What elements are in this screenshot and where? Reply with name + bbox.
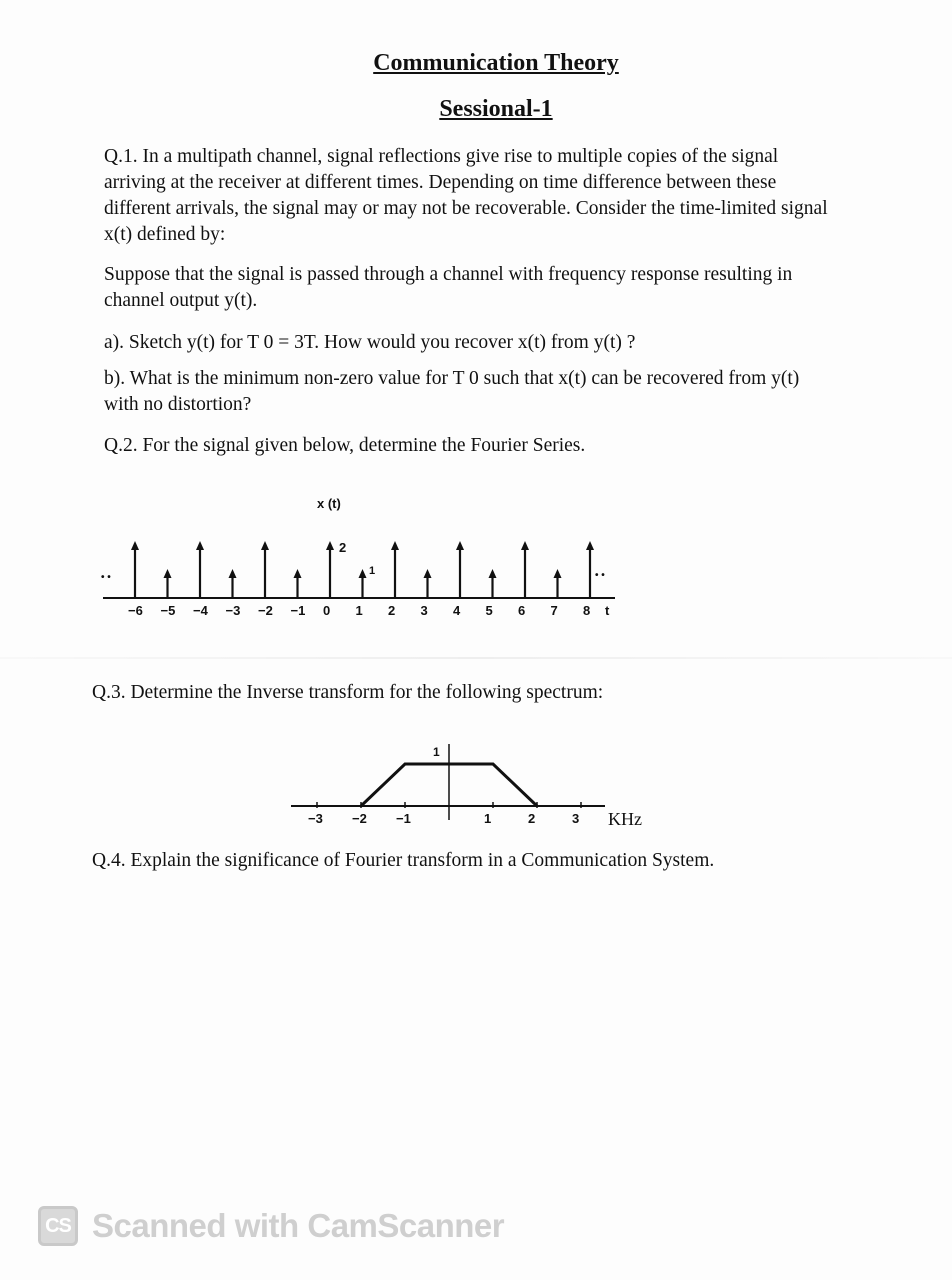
question-1-text: Q.1. In a multipath channel, signal reflections give rise to multiple copies of the signal arriving at the receiver at different times. Depending on time difference between these different arrivals, the signal may or may not be recoverable. Consider the time-limited signal x(t) defined by: [104, 146, 828, 245]
time-tick-label: 8 [583, 603, 591, 618]
impulse-arrowhead [131, 541, 139, 550]
camscanner-watermark [38, 1204, 504, 1248]
impulse-arrowhead [489, 569, 497, 578]
peak-label: 1 [433, 745, 440, 759]
page-title: Communication Theory [373, 50, 619, 76]
question-2-text: Q.2. For the signal given below, determine the Fourier Series. [104, 435, 586, 456]
impulse-arrowhead [456, 541, 464, 550]
impulse-arrowhead [391, 541, 399, 550]
question-1-part-b: b). What is the minimum non-zero value for T 0 such that x(t) can be recovered from y(t) with no distortion? [104, 368, 800, 415]
camscanner-text: Scanned with CamScanner [92, 1207, 505, 1244]
amplitude-label-1: 1 [369, 565, 376, 577]
page-subtitle: Sessional-1 [439, 96, 553, 122]
time-tick-label: 3 [420, 603, 428, 618]
y-axis-label: x (t) [317, 496, 341, 511]
impulse-arrowhead [196, 541, 204, 550]
time-tick-label: 5 [485, 603, 493, 618]
frequency-tick-label: −1 [396, 811, 411, 826]
spectrum-figure [285, 740, 665, 835]
impulse-arrowhead [326, 541, 334, 550]
time-tick-label: 4 [453, 603, 461, 618]
frequency-tick-label: −2 [352, 811, 367, 826]
frequency-tick-label: 3 [572, 811, 580, 826]
impulse-train-figure [95, 490, 635, 630]
ellipsis-left: • • [101, 572, 111, 583]
impulse-arrowhead [261, 541, 269, 550]
impulse-arrowhead [586, 541, 594, 550]
question-3-text: Q.3. Determine the Inverse transform for the following spectrum: [92, 682, 604, 703]
impulse-arrowhead [229, 569, 237, 578]
impulse-arrowhead [294, 569, 302, 578]
question-4-text: Q.4. Explain the significance of Fourier transform in a Communication System. [92, 850, 715, 871]
camscanner-logo: CS [38, 1206, 78, 1246]
frequency-tick-label: 1 [484, 811, 492, 826]
time-tick-label: 0 [323, 603, 331, 618]
impulse-arrowhead [164, 569, 172, 578]
question-1-suppose: Suppose that the signal is passed through a channel with frequency response resulting in channel output y(t). [104, 264, 793, 311]
page-fold-line [0, 657, 952, 659]
time-tick-label: −4 [193, 603, 208, 618]
impulse-arrowhead [554, 569, 562, 578]
time-tick-label: −3 [225, 603, 241, 618]
frequency-tick-label: 2 [528, 811, 536, 826]
impulse-arrowhead [359, 569, 367, 578]
question-1-part-a: a). Sketch y(t) for T 0 = 3T. How would you recover x(t) from y(t) ? [104, 332, 636, 353]
time-tick-label: 1 [355, 603, 363, 618]
time-tick-label: −1 [290, 603, 306, 618]
frequency-tick-label: −3 [308, 811, 323, 826]
time-tick-label: −2 [258, 603, 273, 618]
time-tick-label: −6 [128, 603, 143, 618]
time-tick-label: 6 [518, 603, 526, 618]
impulse-arrowhead [521, 541, 529, 550]
x-axis-label: t [605, 603, 610, 618]
amplitude-label-2: 2 [339, 540, 347, 555]
time-tick-label: 7 [550, 603, 558, 618]
time-tick-label: 2 [388, 603, 396, 618]
time-tick-label: −5 [160, 603, 176, 618]
frequency-unit: KHz [608, 809, 642, 829]
ellipsis-right: • • [595, 570, 605, 581]
impulse-arrowhead [424, 569, 432, 578]
